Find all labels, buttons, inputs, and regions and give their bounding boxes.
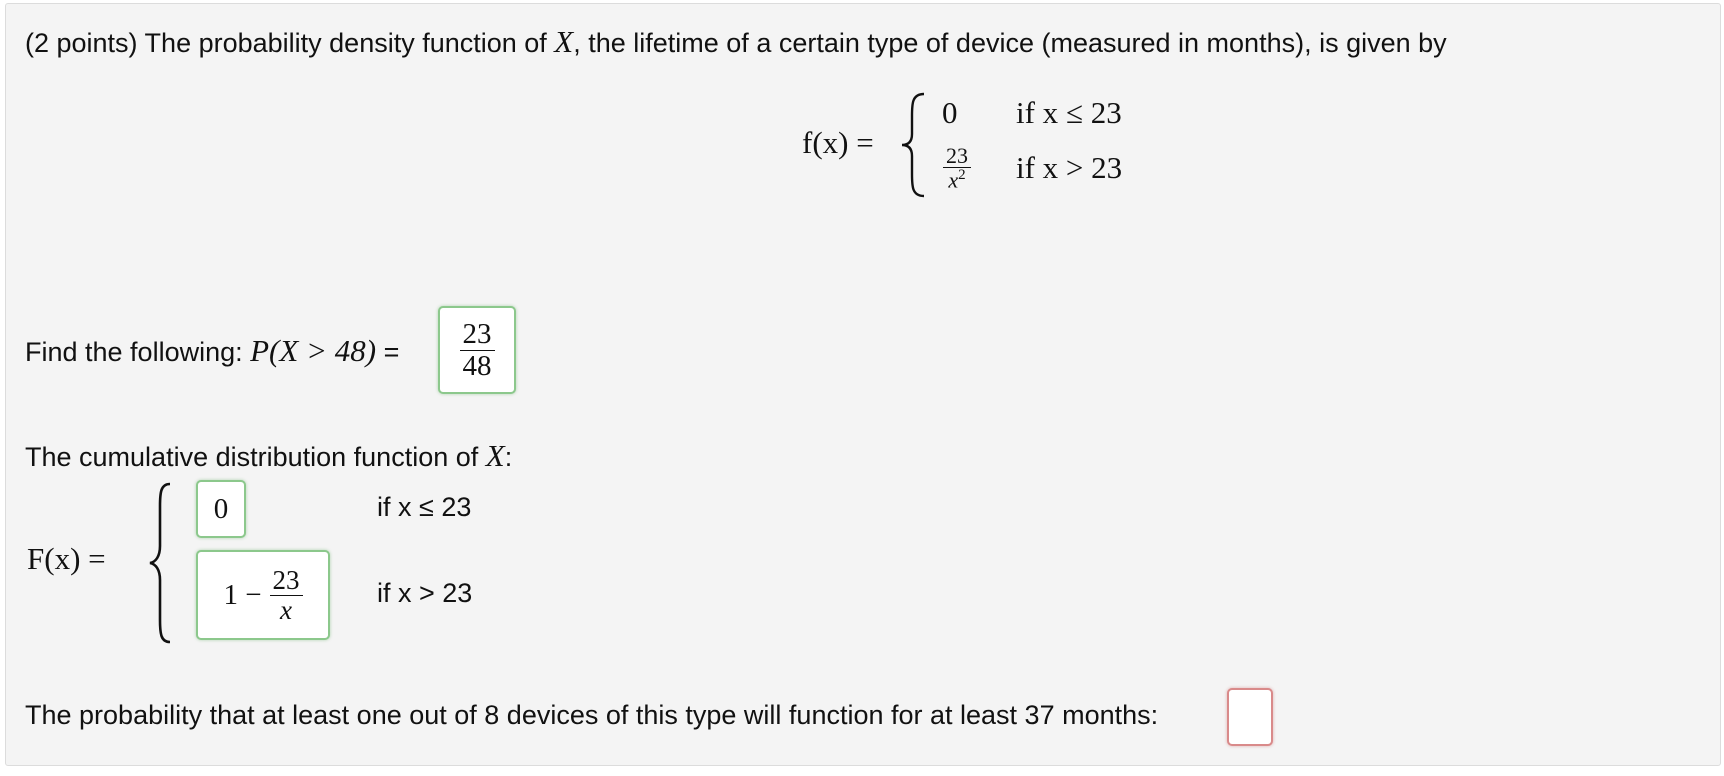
question1-expression: P(X > 48) <box>250 333 377 368</box>
cdf-intro: The cumulative distribution function of X: <box>25 438 513 473</box>
pdf-case2-den-base: x <box>948 167 959 193</box>
cdf-case2-answer-prefix: 1 − <box>223 578 262 611</box>
question1-answer-numerator: 23 <box>460 319 495 350</box>
cdf-case2-answer-numerator: 23 <box>270 566 303 595</box>
cdf-variable: X <box>485 438 505 473</box>
pdf-case2-condition: if x > 23 <box>1016 150 1123 185</box>
cdf-case1-answer-box[interactable] <box>196 480 246 538</box>
pdf-case1-condition: if x ≤ 23 <box>1016 95 1122 130</box>
cdf-case2-answer-denominator: x <box>280 594 293 625</box>
intro-prefix: (2 points) The probability density function of <box>25 28 555 58</box>
pdf-brace <box>898 90 930 200</box>
cdf-case2-answer-box[interactable] <box>196 550 330 640</box>
cdf-case1-condition: if x ≤ 23 <box>377 492 472 522</box>
intro-variable: X <box>554 24 574 59</box>
cdf-lhs: F(x) = <box>27 541 106 576</box>
pdf-case2-fraction <box>943 144 971 192</box>
cdf-case1-answer: 0 <box>213 492 229 525</box>
cdf-case2-condition: if x > 23 <box>377 578 473 608</box>
problem-panel <box>5 3 1721 766</box>
cdf-colon: : <box>504 442 513 472</box>
cdf-brace <box>146 480 174 646</box>
pdf-case2-numerator: 23 <box>943 144 971 168</box>
question1-answer-denominator: 48 <box>462 349 492 382</box>
pdf-case1-value: 0 <box>942 95 958 130</box>
question1-answer-box[interactable] <box>438 306 516 394</box>
question2-answer-box[interactable] <box>1227 688 1273 746</box>
question1-equals: = <box>376 337 400 367</box>
question2-text: The probability that at least one out of 8 devices of this type will function for at least 37 months: <box>25 700 1159 730</box>
intro-suffix: , the lifetime of a certain type of device (measured in months), is given by <box>573 28 1447 58</box>
question1-label: Find the following: P(X > 48) = <box>25 333 400 368</box>
problem-intro <box>25 25 1447 60</box>
pdf-lhs: f(x) = <box>802 125 874 160</box>
pdf-case2-den-exp: 2 <box>958 167 966 184</box>
